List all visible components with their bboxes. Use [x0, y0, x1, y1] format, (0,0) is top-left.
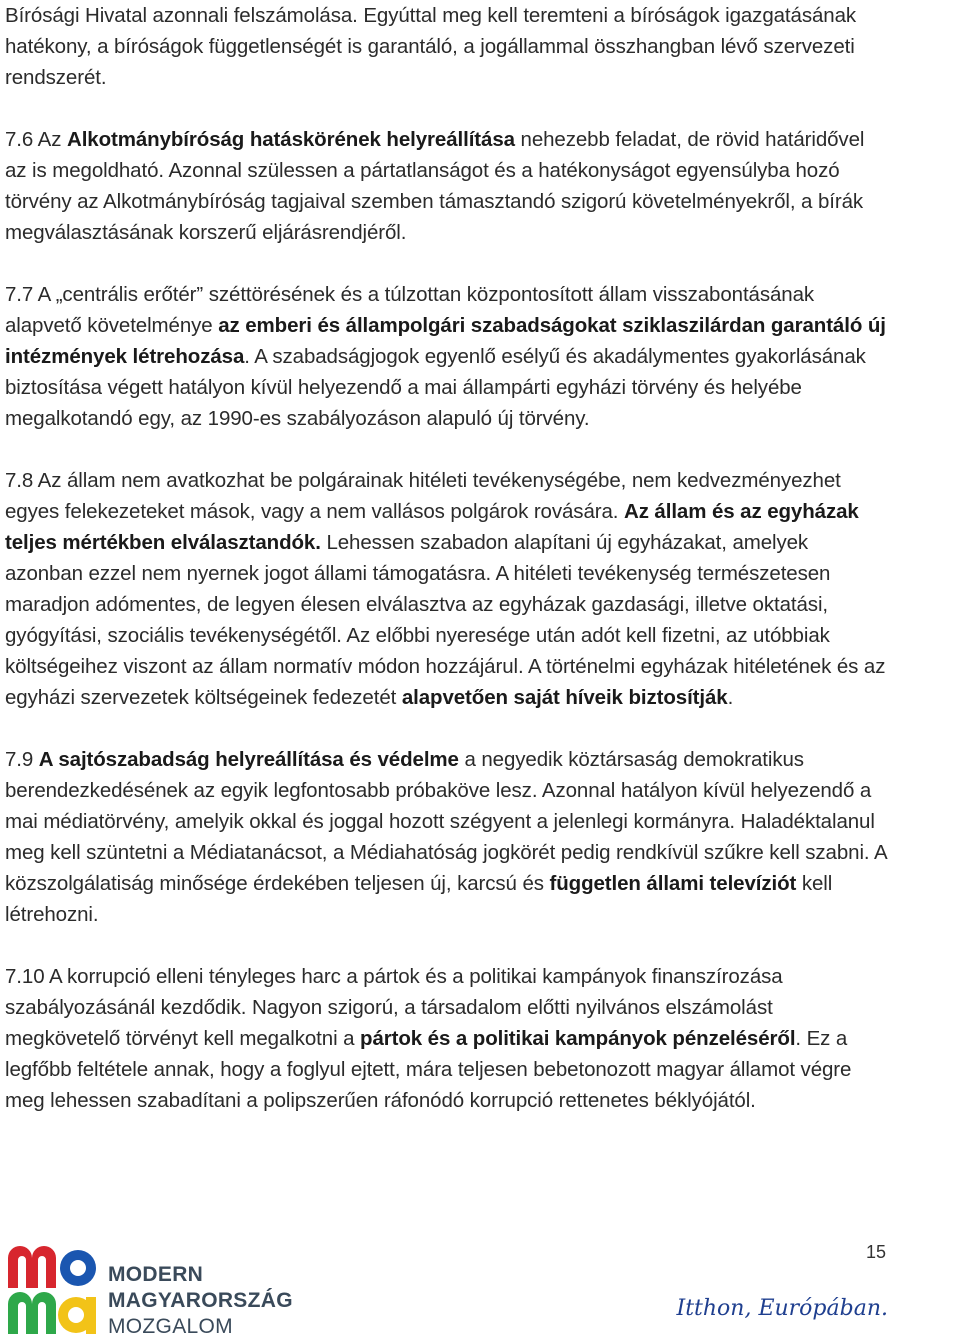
organization-name — [108, 1262, 293, 1340]
bold-text: az emberi és állampolgári szabadságokat sziklaszilárdan garantáló új intézmények létrehozása — [5, 314, 886, 368]
text-run: 7.10 A korrupció elleni tényleges harc a pártok és a politikai kampányok finanszírozása szabályozásánál kezdődik. Nagyon szigorú, a társadalom előtti nyilvános elszámolást megkövetelő törvényt kell megalkotni a — [5, 965, 783, 1050]
text-run: Bírósági Hivatal azonnali felszámolása. Egyúttal meg kell teremteni a bíróságok igazgatásának hatékony, a bíróságok függetlenségét is garantáló, a jogállammal összhangban lévő szervezeti rendszerét. — [5, 4, 857, 89]
paragraph — [5, 0, 887, 93]
document-body — [5, 0, 887, 1147]
paragraph — [5, 961, 887, 1116]
text-run: 7.7 A „centrális erőtér” széttörésének és a túlzottan központosított állam visszabontásának alapvető követelménye — [5, 283, 815, 337]
text-run: 7.8 Az állam nem avatkozhat be polgárainak hitéleti tevékenységébe, nem kedvezményezhet egyes felekezeteket mások, vagy a nem vallásos polgárok rovására. — [5, 469, 841, 523]
bold-text: pártok és a politikai kampányok pénzeléséről — [360, 1027, 796, 1050]
text-run: nehezebb feladat, de rövid határidővel az is megoldható. Azonnal szülessen a pártatlanságot és a hatékonyságot egyensúlyba hozó törvény az Alkotmánybíróság tagjaival szemben támasztandó szigorú követelményekről, a bírák megválasztásának korszerű eljárásrendjéről. — [5, 128, 865, 244]
paragraph — [5, 124, 887, 248]
slogan: Itthon, Európában. — [676, 1296, 888, 1321]
paragraph — [5, 465, 887, 713]
text-run: . A szabadságjogok egyenlő esélyű és akadálymentes gyakorlásának biztosítása végett hatályon kívül helyezendő a mai állampárti egyházi törvény és helyébe megalkotandó egy, az 1990-es szabályozáson alapuló új törvény. — [5, 345, 866, 430]
bold-text: Az állam és az egyházak teljes mértékben elválasztandók. — [5, 500, 859, 554]
bold-text: alapvetően saját híveik biztosítják — [401, 686, 728, 709]
org-line-1: MODERN — [108, 1263, 204, 1286]
text-run: . — [727, 686, 734, 709]
org-line-2: MAGYARORSZÁG — [108, 1289, 293, 1312]
text-run: Lehessen szabadon alapítani új egyházakat, amelyek azonban ezzel nem nyernek jogot állami támogatásra. A hitéleti tevékenység természetesen maradjon adómentes, de legyen élesen elválasztva az egyházak gazdasági, illetve oktatási, gyógyítási, szociális tevékenységétől. Az előbbi nyeresége után adót kell fizetni, az utóbbiak költségeihez viszont az állam normatív módon hozzájárul. A történelmi egyházak hitéletének és az egyházi szervezetek költségeinek fedezetét — [5, 531, 886, 709]
modern-magyarorszag-logo-icon — [6, 1244, 98, 1336]
paragraph — [5, 744, 887, 930]
bold-text: A sajtószabadság helyreállítása és védelme — [38, 748, 459, 771]
paragraph — [5, 279, 887, 434]
text-run: 7.6 Az — [5, 128, 67, 151]
org-line-3: MOZGALOM — [108, 1315, 233, 1338]
page-number: 15 — [865, 1242, 886, 1262]
text-run: 7.9 — [5, 748, 39, 771]
bold-text: Alkotmánybíróság hatáskörének helyreállítása — [66, 128, 515, 151]
bold-text: független állami televíziót — [549, 872, 797, 895]
text-run: . Ez a legfőbb feltétele annak, hogy a foglyul ejtett, mára teljesen bebetonozott magyar államot végre meg lehessen szabadítani a polipszerűen ráfonódó korrupció rettenetes béklyójától. — [5, 1027, 852, 1112]
text-run: kell létrehozni. — [5, 872, 833, 926]
text-run: a negyedik köztársaság demokratikus berendezkedésének az egyik legfontosabb próbaköve lesz. Azonnal hatályon kívül helyezendő a mai médiatörvény, amelyik okkal és joggal hozott szégyent a jelenlegi kormányra. Haladéktalanul meg kell szüntetni a Médiatanácsot, a Médiahatóság jogkörét pedig rendkívül szűkre kell szabni. A közszolgálatiság minősége érdekében teljesen új, karcsú és — [5, 748, 887, 895]
